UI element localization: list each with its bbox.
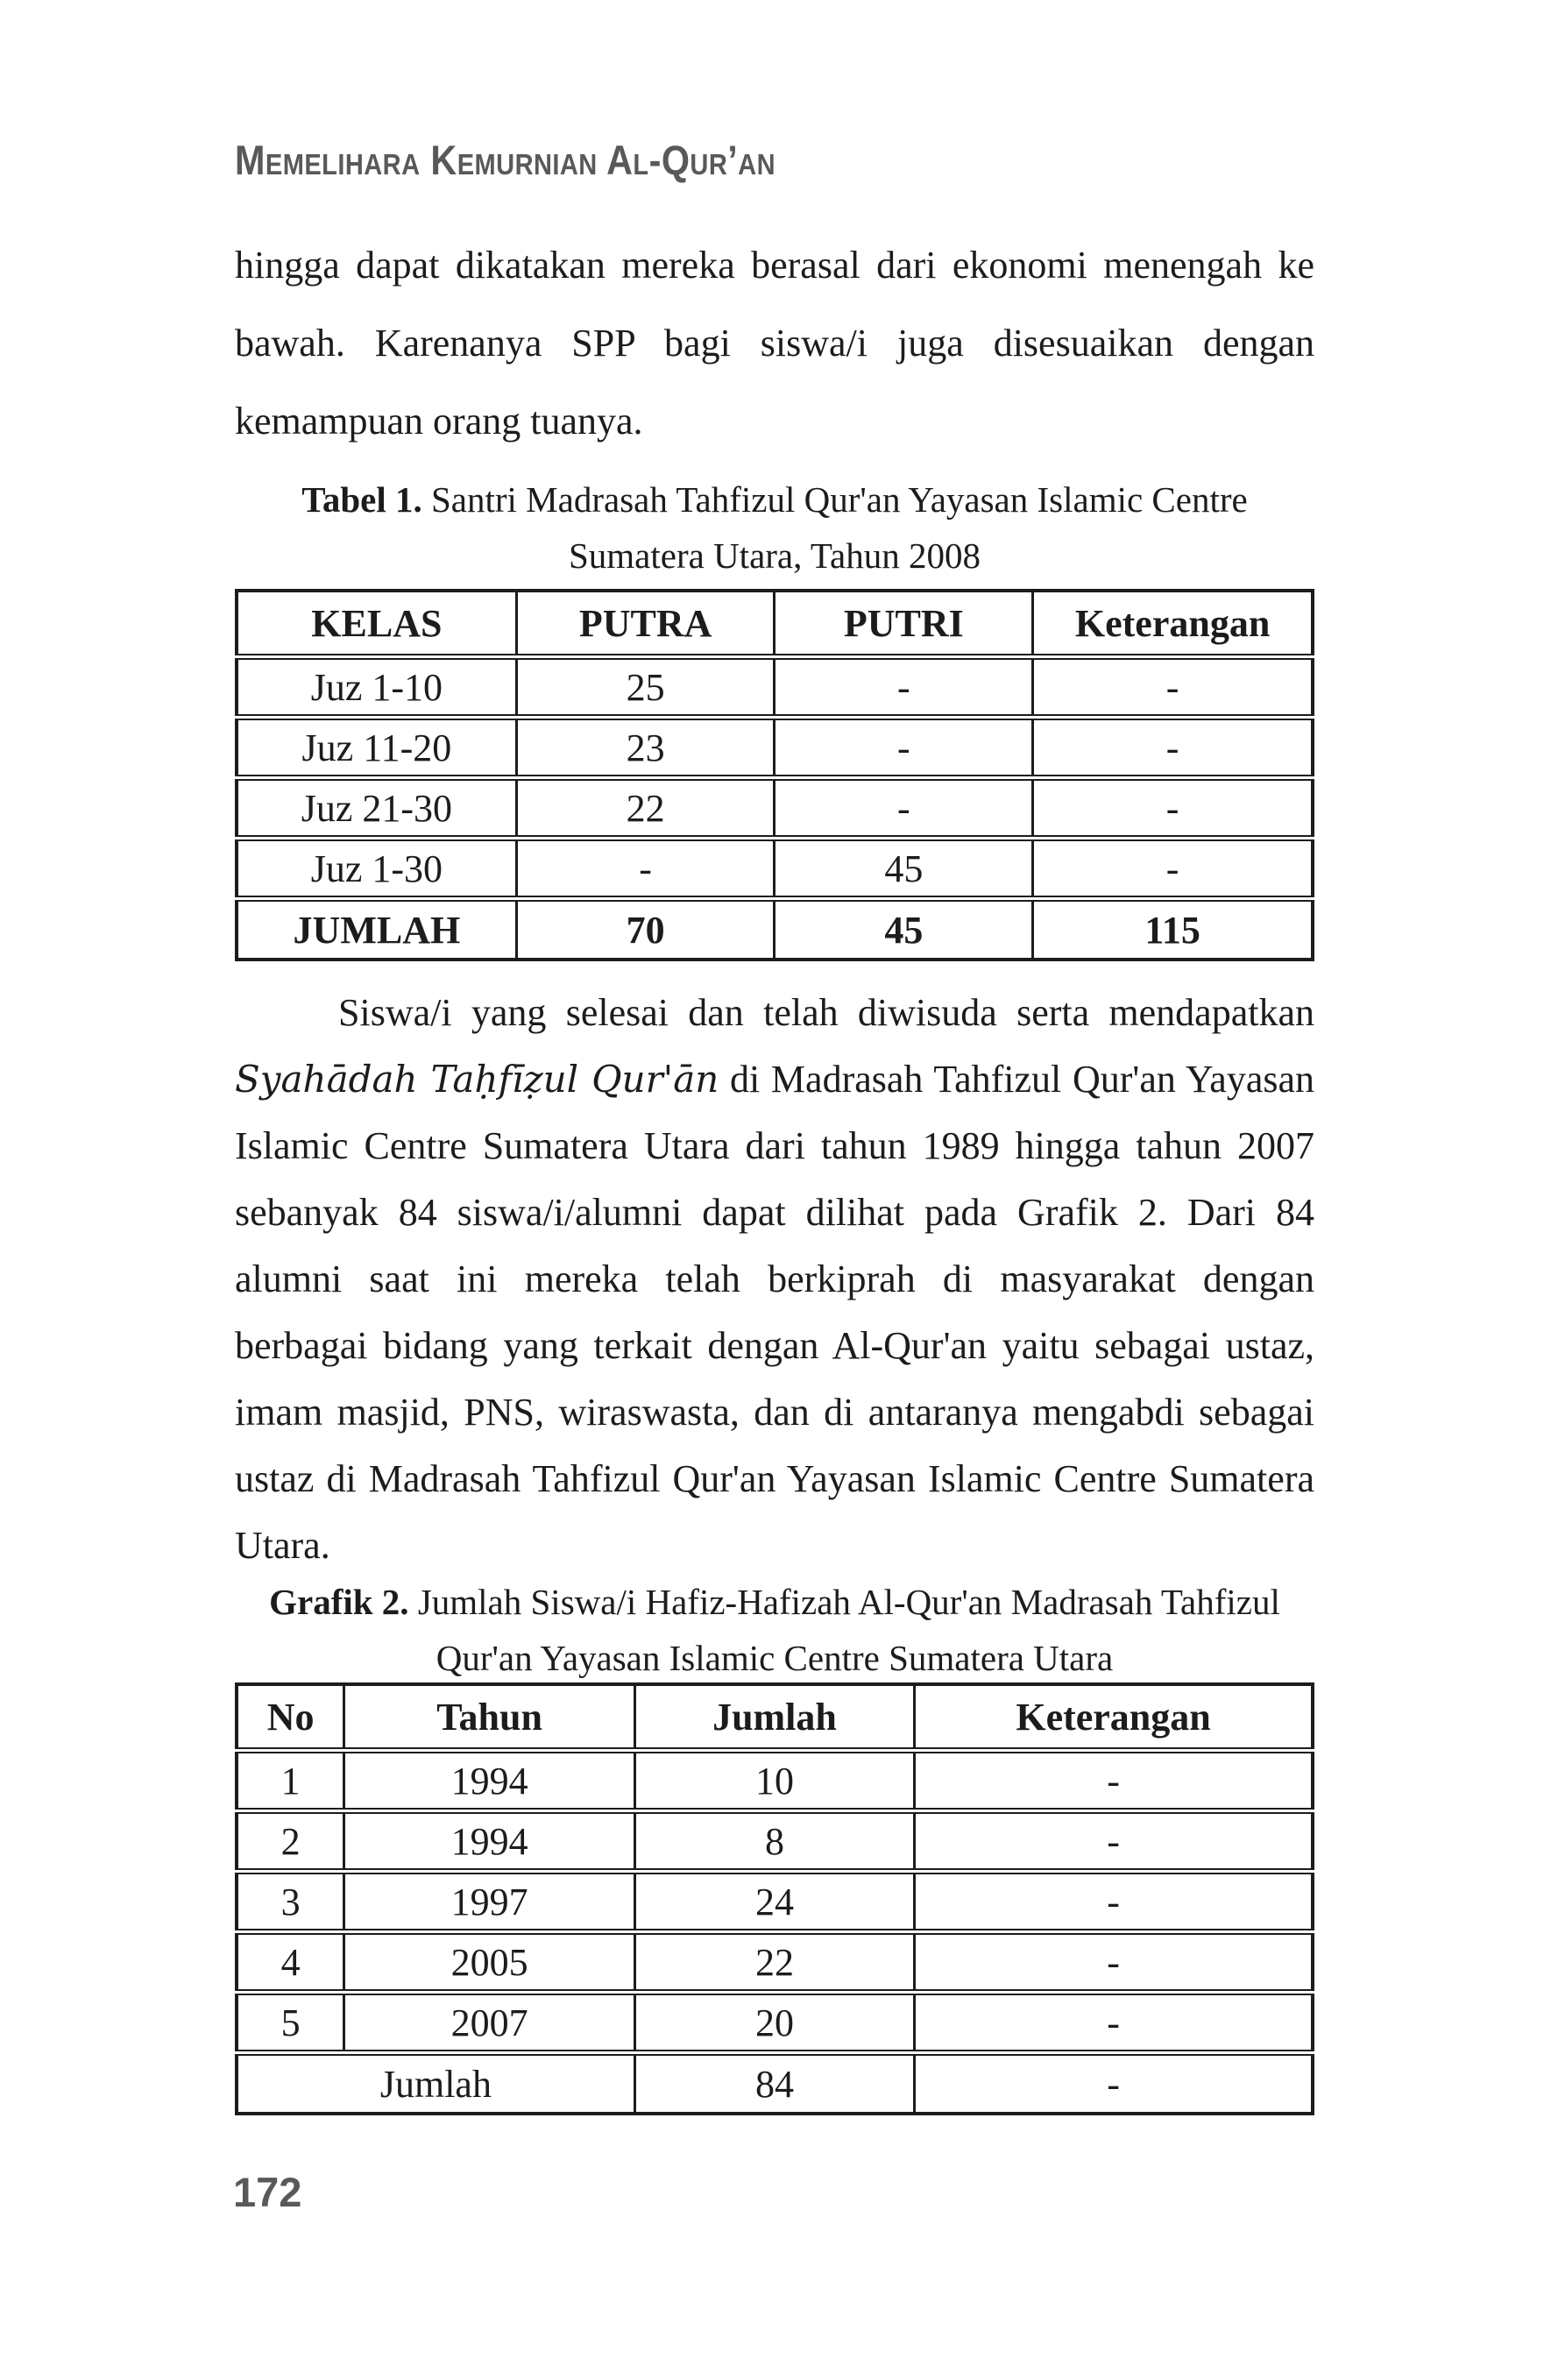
table-cell: 23 [516,718,775,778]
column-header-kelas: KELAS [237,591,516,657]
table-cell: - [915,1932,1313,1993]
table-cell: Juz 1-10 [237,657,516,718]
table-cell: 1997 [344,1872,635,1932]
table-cell: - [1033,718,1313,778]
table-santri [235,589,1314,961]
column-header-no: No [237,1684,344,1751]
table2-caption-text: Jumlah Siswa/i Hafiz-Hafizah Al-Qur'an Madrasah Tahfizul Qur'an Yayasan Islamic Centre Sumatera Utara [408,1582,1280,1678]
column-header-jumlah: Jumlah [634,1684,914,1751]
table-cell: 2007 [344,1993,635,2053]
table-cell: 20 [634,1993,914,2053]
table-cell: 1994 [344,1811,635,1872]
table-row [237,1872,1313,1932]
table-cell: - [1033,839,1313,899]
table-cell: 22 [634,1932,914,1993]
table-cell: - [915,1751,1313,1811]
table-cell: 5 [237,1993,344,2053]
table-cell: 1994 [344,1751,635,1811]
paragraph-1: hingga dapat dikatakan mereka berasal dari ekonomi menengah ke bawah. Karenanya SPP bagi siswa/i juga disesuaikan dengan kemampuan orang tuanya. [235,244,1314,443]
paragraph-2 [235,980,1314,1579]
page-number: 172 [233,2169,302,2215]
table-cell: 45 [775,899,1033,960]
table-cell: JUMLAH [237,899,516,960]
table-cell: Jumlah [237,2053,634,2114]
table-cell: - [915,1811,1313,1872]
table-cell: 3 [237,1872,344,1932]
table-row [237,1751,1313,1811]
column-header-tahun: Tahun [344,1684,635,1751]
table-row [237,1993,1313,2053]
table-cell: Juz 11-20 [237,718,516,778]
table-cell: 10 [634,1751,914,1811]
table-total-row [237,899,1313,960]
table-row [237,657,1313,718]
table-cell: - [915,2053,1313,2114]
table-cell: 115 [1033,899,1313,960]
table-row [237,778,1313,839]
table-cell: - [1033,657,1313,718]
table-cell: 70 [516,899,775,960]
paragraph-2-text-end: di Madrasah Tahfizul Qur'an Yayasan Islamic Centre Sumatera Utara dari tahun 1989 hingga tahun 2007 sebanyak 84 siswa/i/alumni dapat dilihat pada Grafik 2. Dari 84 alumni saat ini mereka telah berkiprah di masyarakat dengan berbagai bidang yang terkait dengan Al-Qur'an yaitu sebagai ustaz, imam masjid, PNS, wiraswasta, dan di antaranya mengabdi sebagai ustaz di Madrasah Tahfizul Qur'an Yayasan Islamic Centre Sumatera Utara. [235,1058,1315,1567]
table-cell: 22 [516,778,775,839]
table-cell: 84 [634,2053,914,2114]
table-cell: 2 [237,1811,344,1872]
table-hafiz-hafizah [235,1682,1314,2115]
table-cell: - [775,778,1033,839]
table-cell: Juz 1-30 [237,839,516,899]
column-header-putra: PUTRA [516,591,775,657]
paragraph-2-text-start: Siswa/i yang selesai dan telah diwisuda serta mendapatkan [338,991,1314,1034]
table1-caption-text: Santri Madrasah Tahfizul Qur'an Yayasan Islamic Centre Sumatera Utara, Tahun 2008 [421,479,1248,576]
table-cell: 25 [516,657,775,718]
table-cell: - [915,1993,1313,2053]
table2-caption [235,1574,1314,1686]
table-row [237,1811,1313,1872]
column-header-keterangan: Keterangan [1033,591,1313,657]
table-row [237,839,1313,899]
table-cell: 4 [237,1932,344,1993]
table-cell: Juz 21-30 [237,778,516,839]
table-cell: - [915,1872,1313,1932]
table1-caption [235,471,1314,584]
table-cell: 45 [775,839,1033,899]
table-cell: - [775,657,1033,718]
table-cell: - [775,718,1033,778]
table-header-row [237,591,1313,657]
table2-caption-label: Grafik 2. [269,1582,409,1622]
table-row [237,1932,1313,1993]
running-header: Memelihara Kemurnian Al-Qur’an [235,137,776,183]
table-cell: 1 [237,1751,344,1811]
table-cell: 8 [634,1811,914,1872]
table1-caption-label: Tabel 1. [301,479,422,520]
column-header-putri: PUTRI [775,591,1033,657]
paragraph-2-italic-phrase: Syahādah Taḥfīẓul Qur'ān [235,1058,719,1101]
table-cell: - [516,839,775,899]
table-cell: - [1033,778,1313,839]
table-cell: 2005 [344,1932,635,1993]
table-row [237,718,1313,778]
table-cell: 24 [634,1872,914,1932]
column-header-keterangan: Keterangan [915,1684,1313,1751]
table-header-row [237,1684,1313,1751]
table-total-row [237,2053,1313,2114]
